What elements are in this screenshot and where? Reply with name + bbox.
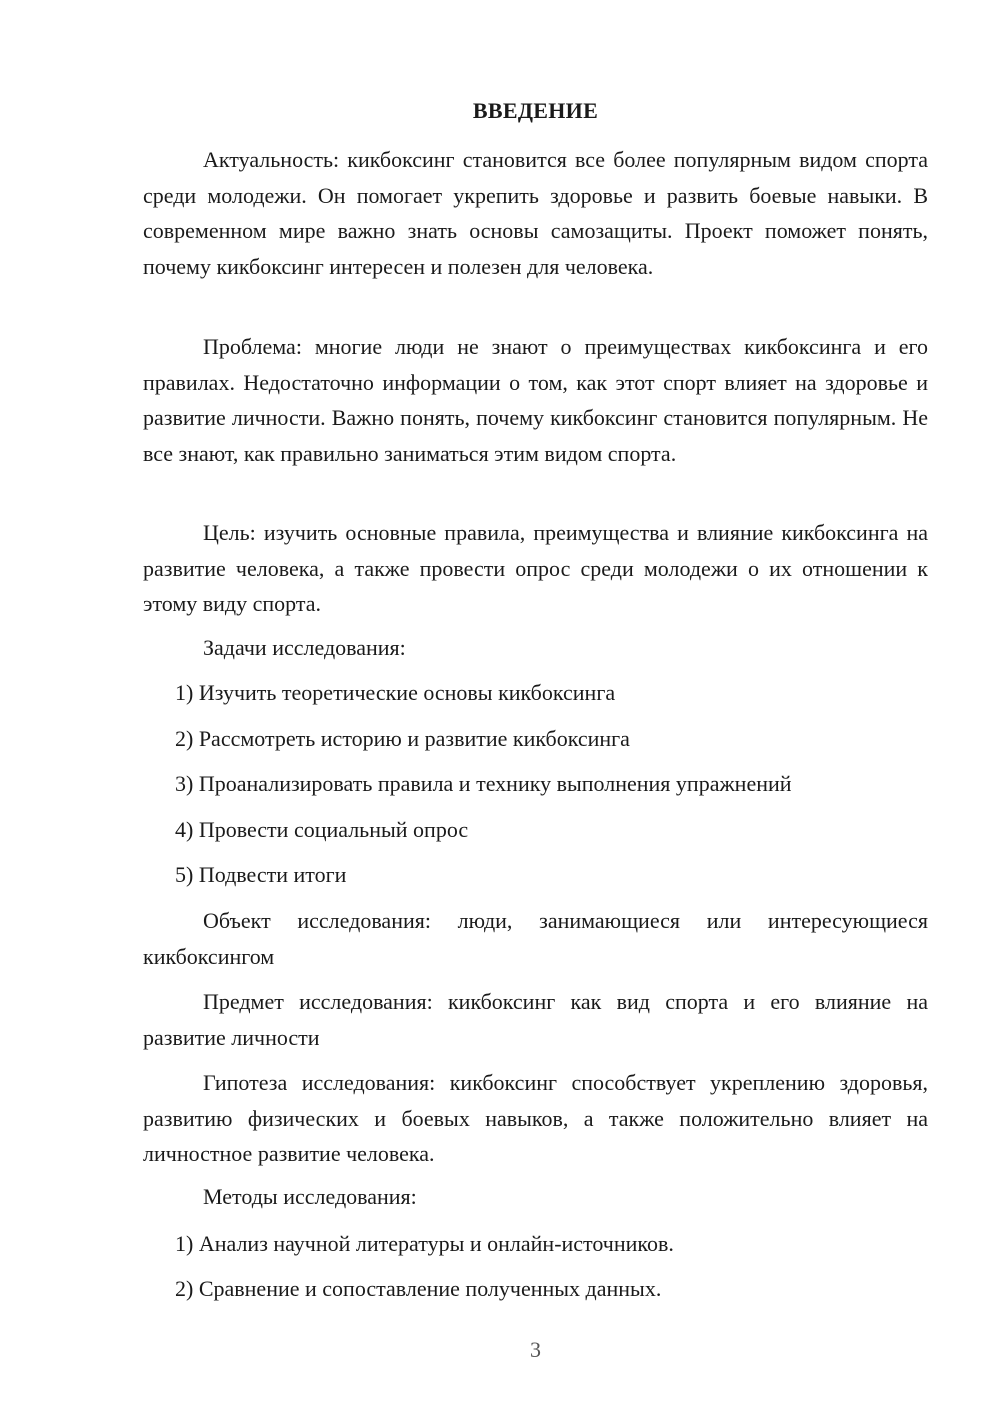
goal-paragraph: Цель: изучить основные правила, преимущества и влияние кикбоксинга на развитие человека, а также провести опрос среди молодежи о их отношении к этому виду спорта. bbox=[143, 520, 928, 616]
task-item-2: 2) Рассмотреть историю и развитие кикбоксинга bbox=[175, 726, 630, 751]
document-page bbox=[143, 0, 928, 1414]
problem-paragraph: Проблема: многие люди не знают о преимуществах кикбоксинга и его правилах. Недостаточно информации о том, как этот спорт влияет на здоровье и развитие личности. Важно понять, почему кикбоксинг становится популярным. Не все знают, как правильно заниматься этим видом спорта. bbox=[143, 334, 928, 466]
object-paragraph: Объект исследования: люди, занимающиеся или интересующиеся кикбоксингом bbox=[143, 908, 928, 969]
methods-heading: Методы исследования: bbox=[203, 1184, 417, 1209]
relevance-paragraph: Актуальность: кикбоксинг становится все более популярным видом спорта среди молодежи. Он помогает укрепить здоровье и развить боевые навыки. В современном мире важно знать основы самозащиты. Проект поможет понять, почему кикбоксинг интересен и полезен для человека. bbox=[143, 147, 928, 279]
task-item-5: 5) Подвести итоги bbox=[175, 862, 347, 887]
page-title: ВВЕДЕНИЕ bbox=[472, 98, 599, 123]
task-item-4: 4) Провести социальный опрос bbox=[175, 817, 469, 842]
hypothesis-paragraph: Гипотеза исследования: кикбоксинг способствует укреплению здоровья, развитию физических и боевых навыков, а также положительно влияет на личностное развитие человека. bbox=[143, 1070, 928, 1166]
task-item-1: 1) Изучить теоретические основы кикбоксинга bbox=[175, 680, 616, 705]
method-item-2: 2) Сравнение и сопоставление полученных данных. bbox=[175, 1276, 662, 1301]
task-item-3: 3) Проанализировать правила и технику выполнения упражнений bbox=[175, 771, 792, 796]
subject-paragraph: Предмет исследования: кикбоксинг как вид спорта и его влияние на развитие личности bbox=[143, 989, 928, 1050]
method-item-1: 1) Анализ научной литературы и онлайн-источников. bbox=[175, 1231, 674, 1256]
page-number: 3 bbox=[530, 1337, 541, 1362]
tasks-heading: Задачи исследования: bbox=[203, 635, 406, 660]
